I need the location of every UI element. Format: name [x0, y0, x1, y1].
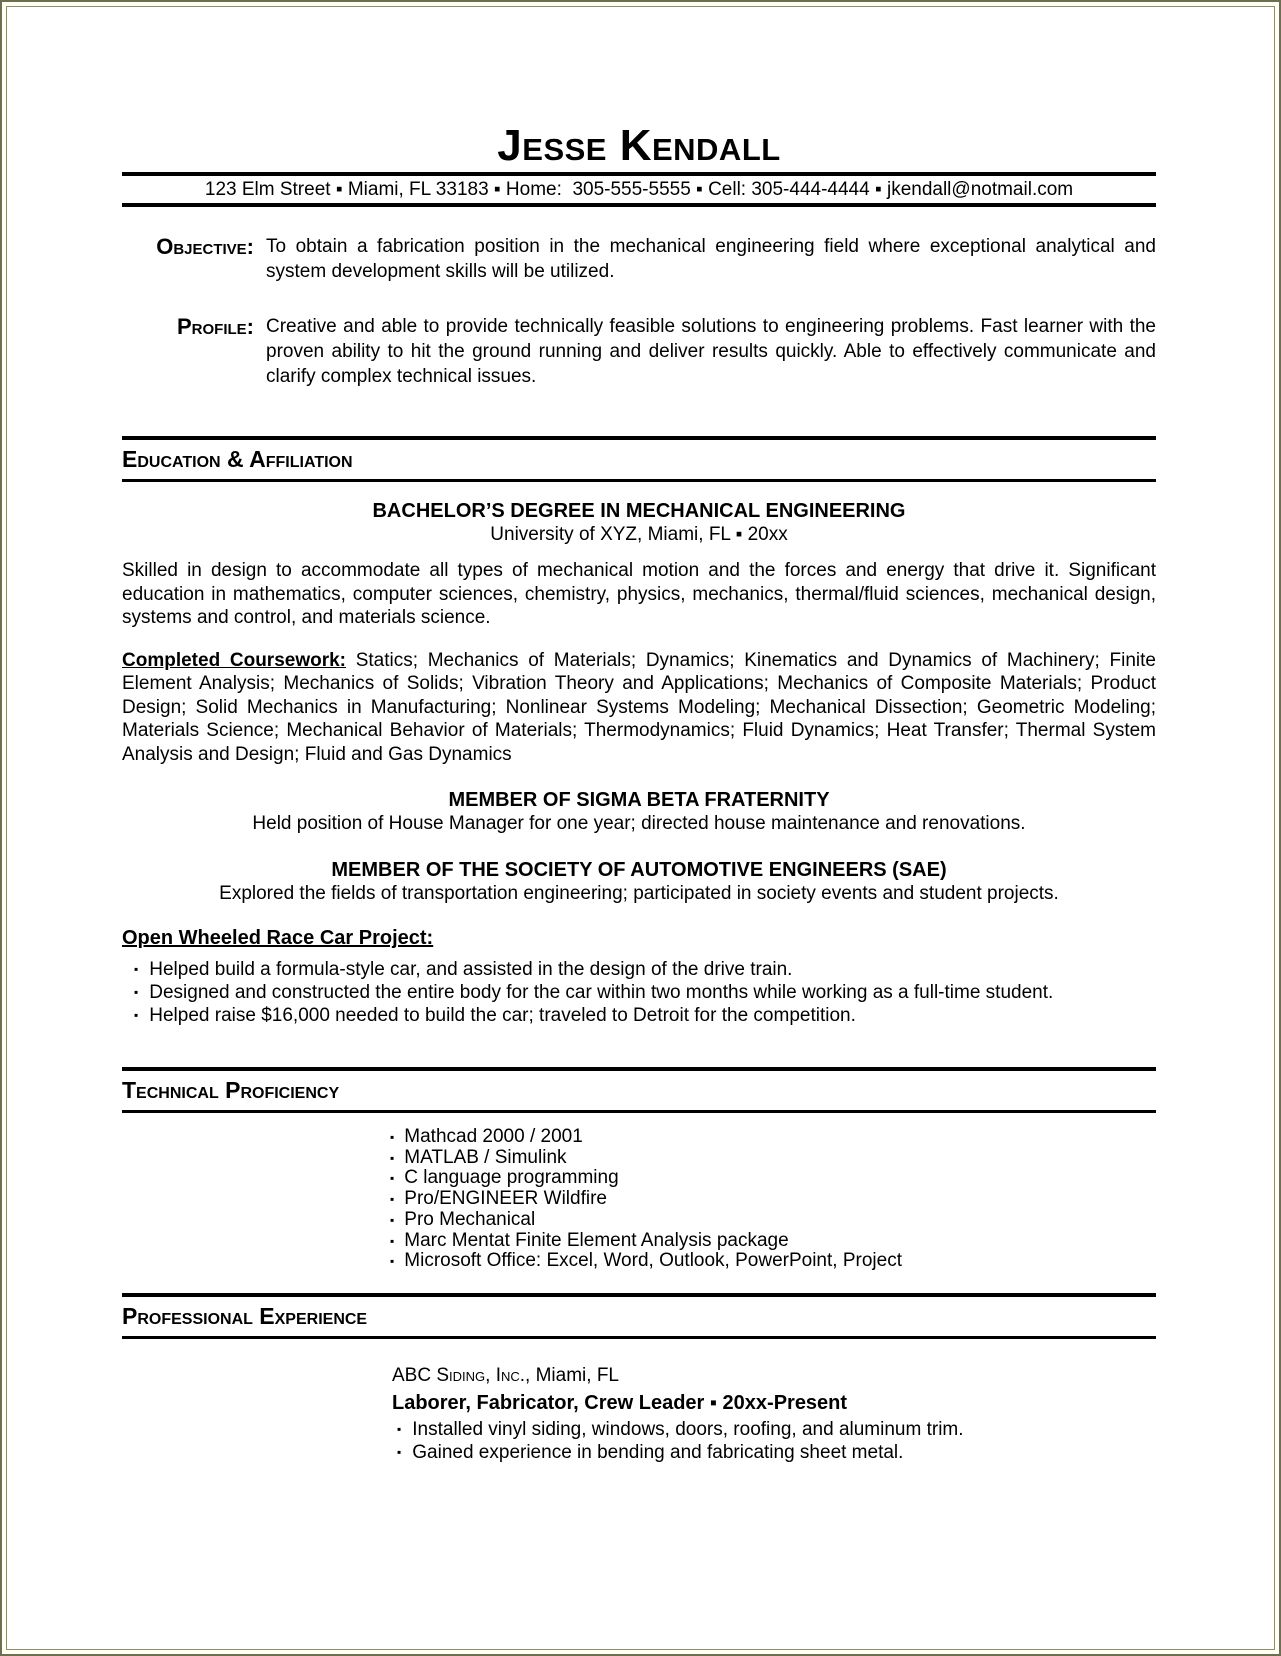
objective-label: Objective:	[156, 234, 254, 259]
bullet-icon: ▪	[390, 1233, 395, 1248]
coursework-paragraph	[122, 649, 1156, 767]
bullet-text: Mathcad 2000 / 2001	[404, 1126, 583, 1147]
technical-list-item	[390, 1127, 1156, 1148]
bullet-icon: ▪	[134, 1008, 139, 1022]
technical-list-item	[390, 1189, 1156, 1210]
objective-row	[122, 234, 1156, 284]
bullet-text: Installed vinyl siding, windows, doors, roofing, and aluminum trim.	[412, 1418, 964, 1440]
experience-bullet-list	[392, 1418, 1156, 1464]
bullet-text: Helped raise $16,000 needed to build the car; traveled to Detroit for the competition.	[149, 1005, 856, 1026]
technical-list-item	[390, 1231, 1156, 1252]
bullet-text: Pro/ENGINEER Wildfire	[404, 1188, 607, 1210]
bullet-text: MATLAB / Simulink	[404, 1146, 567, 1168]
bullet-icon: ▪	[134, 962, 139, 976]
resume-header	[122, 123, 1156, 207]
fraternity-title: MEMBER OF SIGMA BETA FRATERNITY	[448, 789, 830, 811]
company-line	[392, 1364, 1156, 1388]
resume-content	[7, 123, 1274, 1464]
experience-section-title: Professional Experience	[122, 1302, 368, 1329]
company-name: ABC Siding, Inc.,	[392, 1364, 531, 1386]
bullet-text: Microsoft Office: Excel, Word, Outlook, PowerPoint, Project	[404, 1250, 902, 1272]
sae-title: MEMBER OF THE SOCIETY OF AUTOMOTIVE ENGINEERS (SAE)	[331, 859, 947, 881]
technical-section-header	[122, 1067, 1156, 1113]
bullet-text: Helped build a formula-style car, and assisted in the design of the drive train.	[149, 959, 793, 980]
profile-label: Profile:	[177, 314, 254, 339]
project-title: Open Wheeled Race Car Project:	[122, 927, 434, 949]
experience-section-header	[122, 1293, 1156, 1339]
experience-bullet-item	[392, 1418, 1156, 1441]
contact-line: 123 Elm Street ▪ Miami, FL 33183 ▪ Home: 305-555-5555 ▪ Cell: 305-444-4444 ▪ jkendall@notmail.com	[204, 179, 1074, 200]
project-bullet-item	[122, 981, 1156, 1004]
technical-list-item	[390, 1168, 1156, 1189]
bullet-text: Marc Mentat Finite Element Analysis package	[404, 1229, 789, 1251]
bullet-text: Gained experience in bending and fabricating sheet metal.	[412, 1441, 904, 1463]
objective-text: To obtain a fabrication position in the mechanical engineering field where exceptional analytical and system development skills will be utilized.	[266, 236, 1156, 282]
candidate-name: Jesse Kendall	[497, 121, 781, 170]
bullet-icon: ▪	[390, 1171, 395, 1186]
technical-list-item	[390, 1148, 1156, 1169]
bullet-icon: ▪	[397, 1444, 402, 1459]
experience-entry	[392, 1364, 1156, 1464]
degree-title: BACHELOR’S DEGREE IN MECHANICAL ENGINEERING	[372, 500, 906, 522]
project-bullet-item	[122, 958, 1156, 981]
project-bullet-list	[122, 958, 1156, 1027]
role-line: Laborer, Fabricator, Crew Leader ▪ 20xx-Present	[392, 1391, 848, 1414]
technical-list-item	[390, 1210, 1156, 1231]
bullet-text: Designed and constructed the entire body for the car within two months while working as a full-time student.	[149, 982, 1054, 1003]
education-summary: Skilled in design to accommodate all types of mechanical motion and the forces and energy that drive it. Significant education in mathematics, computer sciences, chemistry, physics, mechanics, thermal/fluid sciences, mechanical design, systems and control, and materials science.	[122, 560, 1156, 628]
coursework-label: Completed Coursework:	[122, 649, 347, 671]
bullet-text: Pro Mechanical	[404, 1208, 536, 1230]
experience-bullet-item	[392, 1441, 1156, 1464]
project-bullet-item	[122, 1004, 1156, 1027]
bullet-icon: ▪	[390, 1212, 395, 1227]
technical-list-item	[390, 1251, 1156, 1272]
profile-row	[122, 314, 1156, 389]
bullet-icon: ▪	[390, 1130, 395, 1144]
bullet-icon: ▪	[390, 1150, 395, 1165]
sae-text: Explored the fields of transportation engineering; participated in society events and student projects.	[219, 883, 1059, 904]
bullet-icon: ▪	[390, 1254, 395, 1269]
fraternity-text: Held position of House Manager for one year; directed house maintenance and renovations.	[252, 813, 1026, 834]
header-rule-bottom	[122, 203, 1156, 207]
summary-section	[122, 234, 1156, 389]
bullet-icon: ▪	[134, 985, 139, 999]
bullet-icon: ▪	[397, 1421, 402, 1436]
degree-subtitle: University of XYZ, Miami, FL ▪ 20xx	[490, 524, 788, 545]
resume-sheet	[6, 6, 1275, 1650]
technical-list	[390, 1127, 1156, 1272]
company-location: Miami, FL	[530, 1364, 619, 1386]
technical-section-title: Technical Proficiency	[122, 1077, 340, 1103]
education-section-header	[122, 436, 1156, 482]
bullet-icon: ▪	[390, 1192, 395, 1207]
bullet-text: C language programming	[404, 1167, 619, 1189]
coursework-text: Statics; Mechanics of Materials; Dynamics; Kinematics and Dynamics of Machinery; Finite Element Analysis; Mechanics of Solids; Vibration Theory and Applications; Mechanics of Composite Materials; Product Design; Solid Mechanics in Manufacturing; Nonlinear Systems Modeling; Mechanical Dissection; Geometric Modeling; Materials Science; Mechanical Behavior of Materials; Thermodynamics; Fluid Dynamics; Heat Transfer; Thermal System Analysis and Design; Fluid and Gas Dynamics	[122, 649, 1156, 765]
education-section-title: Education & Affiliation	[122, 446, 353, 472]
profile-text: Creative and able to provide technically feasible solutions to engineering problems. Fast learner with the proven ability to hit the ground running and deliver results quickly. Able to effectively communicate and clarify complex technical issues.	[266, 316, 1156, 387]
